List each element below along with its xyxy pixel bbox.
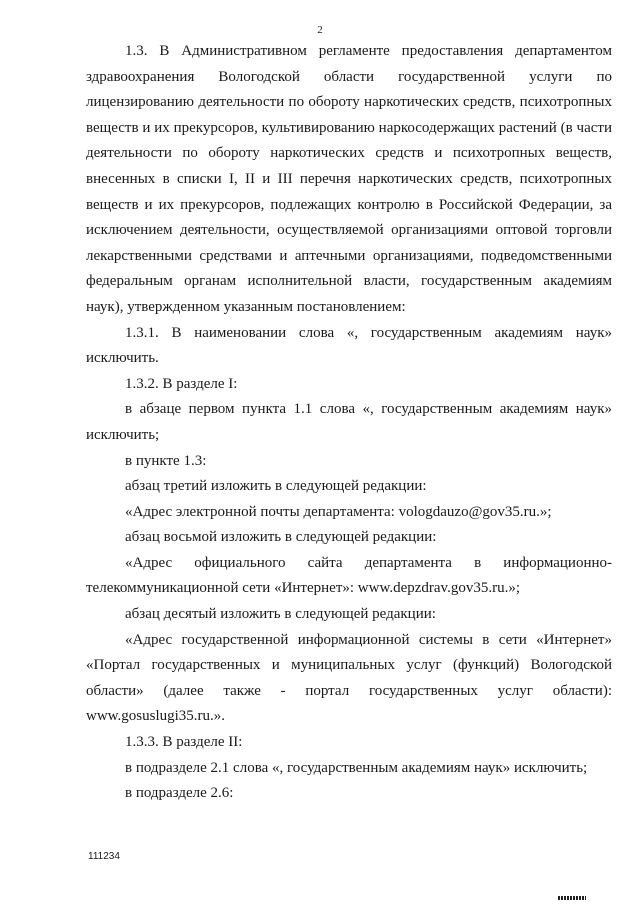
paragraph-text: «Адрес официального сайта департамента в информационно-телекоммуникационной сети «Интернет»: www.depzdrav.gov35.ru.»;: [86, 554, 612, 597]
document-body: [86, 39, 612, 807]
paragraph-text: абзац третий изложить в следующей редакции:: [125, 478, 427, 495]
paragraph-text: в пункте 1.3:: [125, 452, 207, 469]
paragraph-text: абзац десятый изложить в следующей редакции:: [125, 606, 436, 623]
paragraph-1-3: 1.3. В Административном регламенте предоставления департаментом здравоохранения Вологодской области государственной услуги по лицензированию деятельности по обороту наркотических средств, психотропных веществ и их прекурсоров, культивированию наркосодержащих растений (в части деятельности по обороту наркотических средств и психотропных веществ, внесенных в списки I, II и III перечня наркотических средств, психотропных веществ и их прекурсоров, подлежащих контролю в Российской Федерации, за исключением деятельности, осуществляемой организациями оптовой торговли лекарственными средствами и аптечными организациями, подведомственными федеральным органам исполнительной власти, государственным академиям наук), утвержденном указанным постановлением:: [86, 43, 612, 315]
document-code: 111234: [88, 851, 120, 862]
paragraph-text: «Адрес электронной почты департамента: vologdauzo@gov35.ru.»;: [125, 503, 552, 520]
paragraph-text: «Адрес государственной информационной системы в сети «Интернет» «Портал государственных и муниципальных услуг (функций) Вологодской области» (далее также - портал государственных услуг области): www.gosuslugi35.ru.».: [86, 631, 612, 725]
paragraph-1-3-2: 1.3.2. В разделе I:: [125, 375, 238, 392]
paragraph-1-3-1: 1.3.1. В наименовании слова «, государственным академиям наук» исключить.: [86, 324, 612, 367]
paragraph-text: в абзаце первом пункта 1.1 слова «, государственным академиям наук» исключить;: [86, 401, 612, 443]
paragraph-text: в подразделе 2.1 слова «, государственным академиям наук» исключить;: [125, 759, 588, 776]
paragraph-text: в подразделе 2.6:: [125, 785, 234, 802]
scan-edge-mark: [558, 896, 586, 900]
page-number: 2: [317, 24, 323, 36]
paragraph-1-3-3: 1.3.3. В разделе II:: [125, 734, 243, 751]
paragraph-text: абзац восьмой изложить в следующей редакции:: [125, 529, 437, 546]
